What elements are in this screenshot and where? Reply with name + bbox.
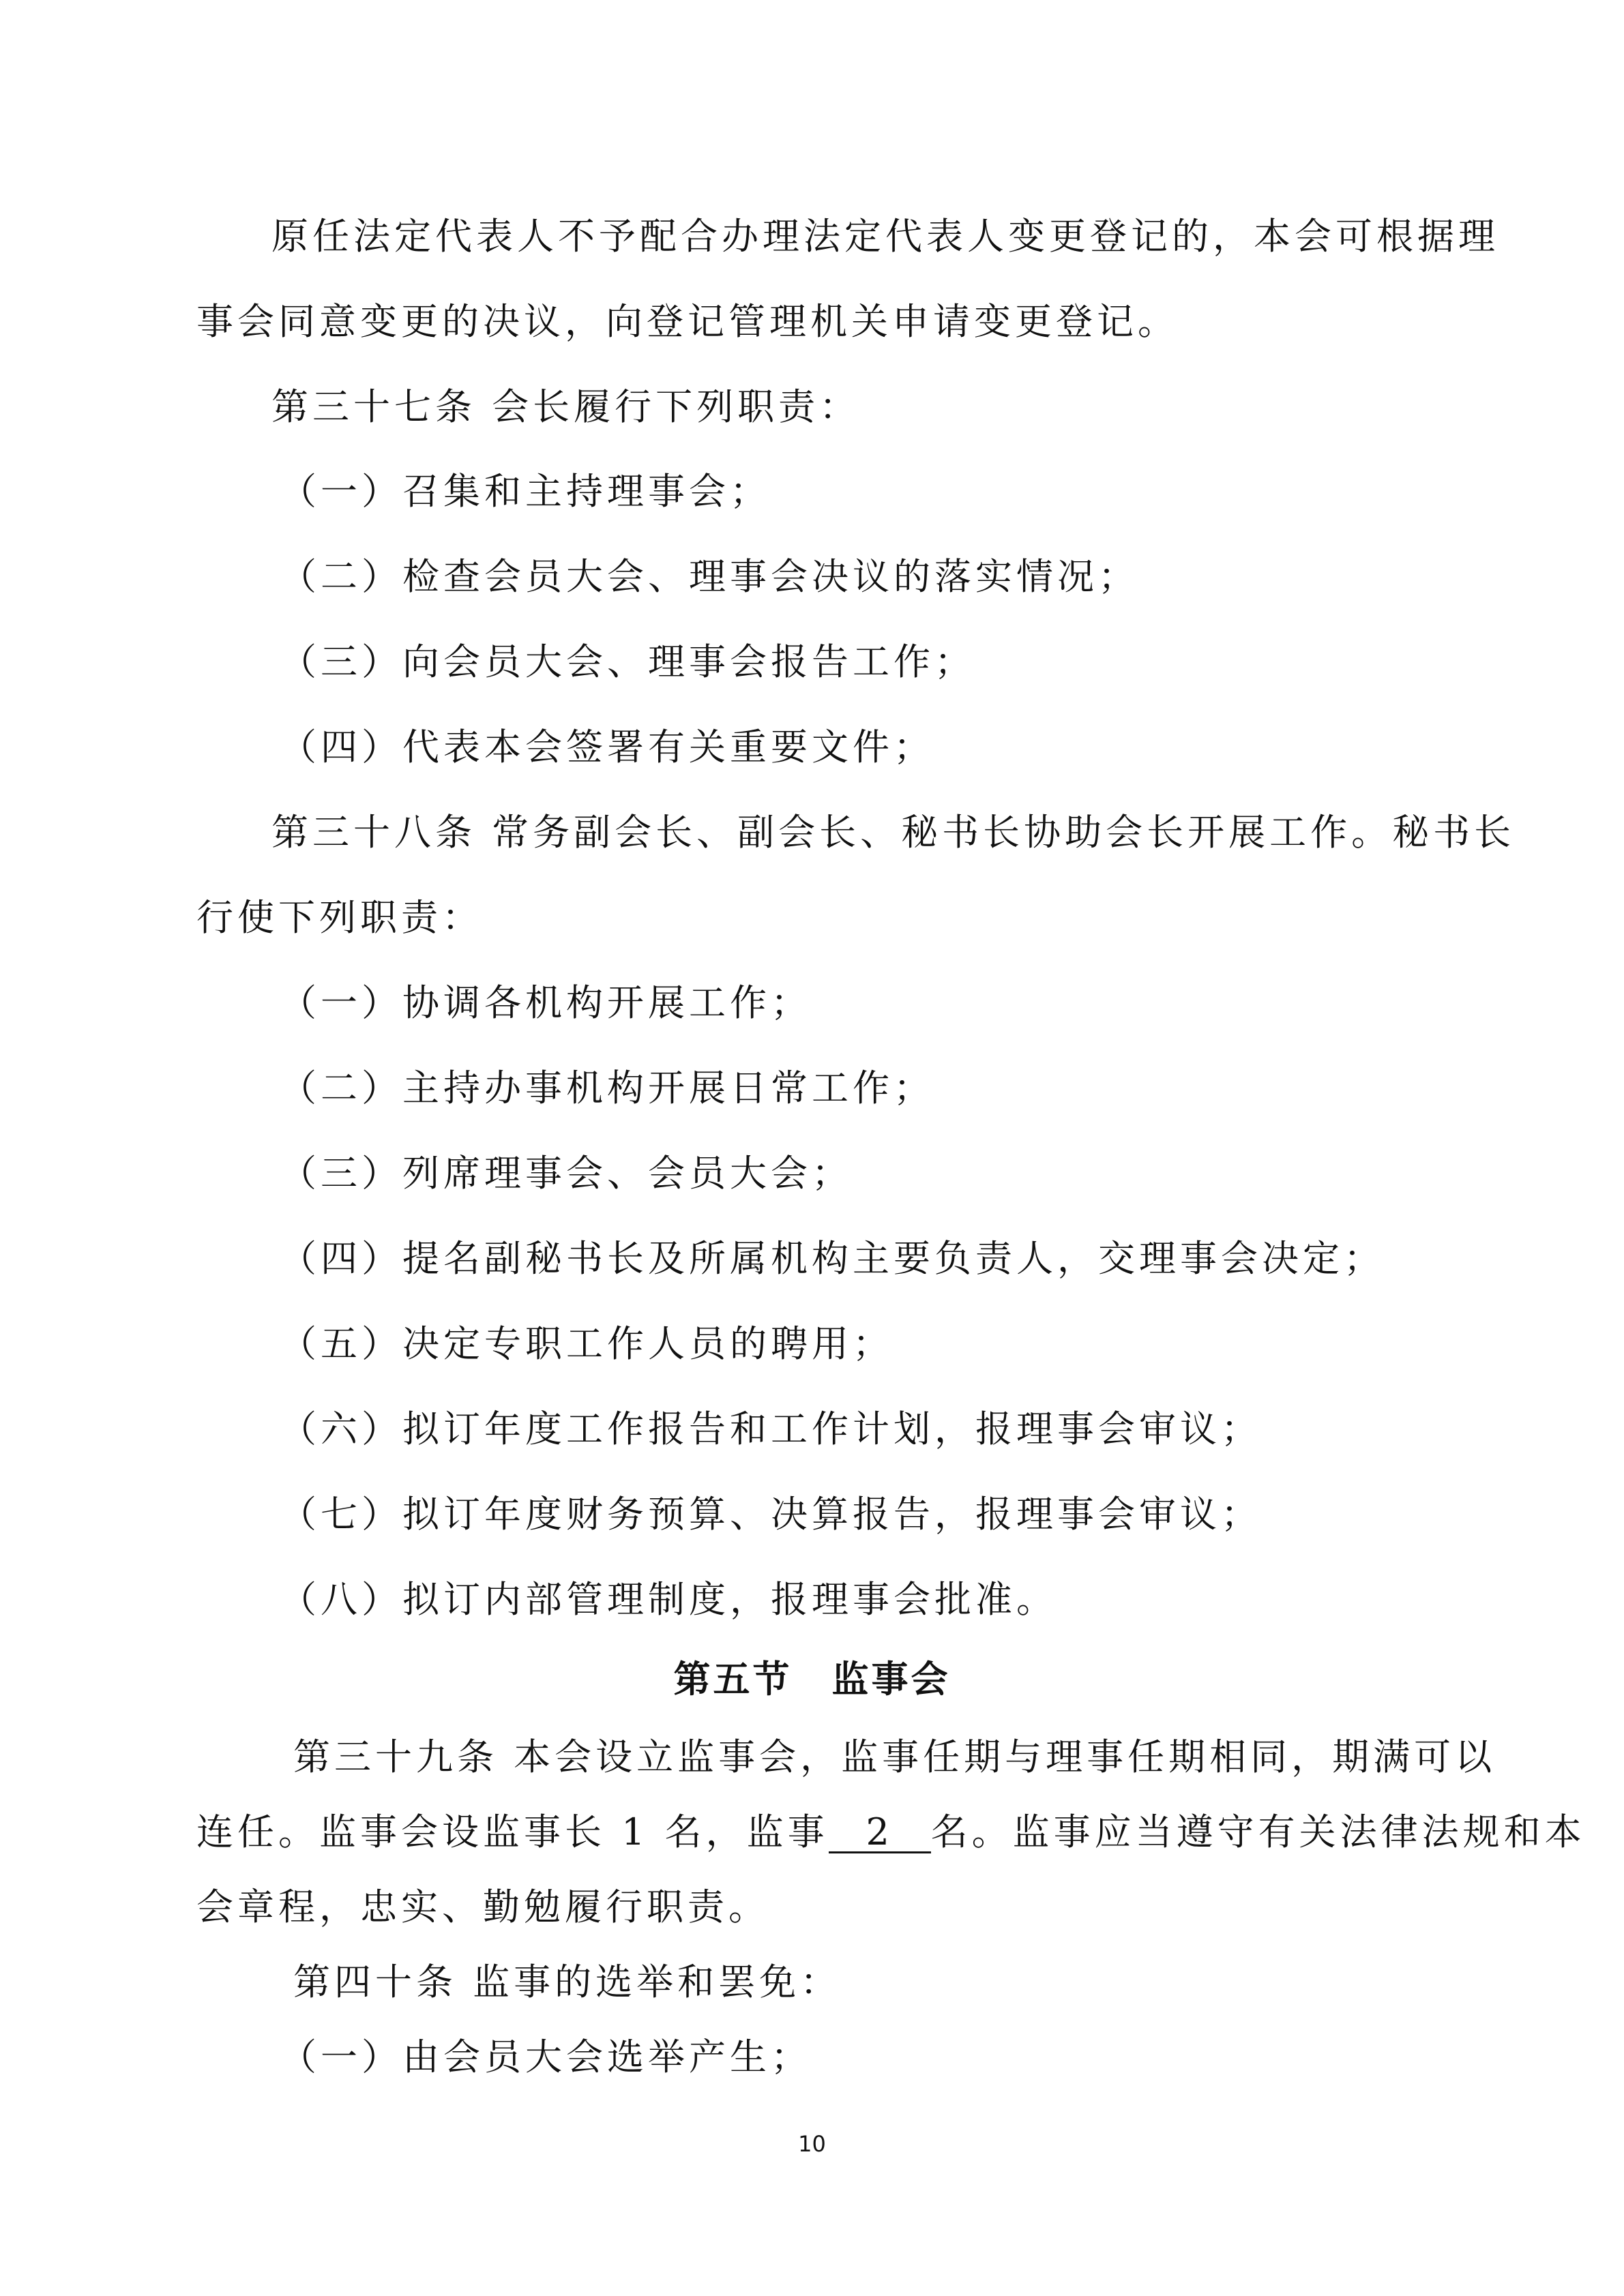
- article-39-text: 连任。监事会设监事长 1 名，监事: [196, 1810, 829, 1853]
- article-39-text: 名。监事应当遵守有关法律法规和本: [930, 1810, 1586, 1853]
- list-item: （六）拟订年度工作报告和工作计划，报理事会审议；: [280, 1407, 1262, 1450]
- paragraph-line: 事会同意变更的决议，向登记管理机关申请变更登记。: [196, 300, 1179, 343]
- paragraph-line: 行使下列职责：: [196, 896, 483, 939]
- list-item: （五）决定专职工作人员的聘用；: [280, 1322, 894, 1365]
- article-39-heading: 第三十九条 本会设立监事会，监事任期与理事任期相同，期满可以: [293, 1735, 1496, 1778]
- list-item: （一）协调各机构开展工作；: [280, 981, 812, 1024]
- list-item: （二）检查会员大会、理事会决议的落实情况；: [280, 555, 1139, 598]
- list-item: （八）拟订内部管理制度，报理事会批准。: [280, 1578, 1057, 1621]
- list-item: （四）代表本会签署有关重要文件；: [280, 726, 934, 769]
- paragraph-line: [196, 1808, 1586, 1856]
- article-37-heading: 第三十七条 会长履行下列职责：: [271, 385, 861, 428]
- list-item: （四）提名副秘书长及所属机构主要负责人，交理事会决定；: [280, 1237, 1385, 1280]
- supervisor-count-value: 2: [829, 1813, 931, 1853]
- paragraph-line: 原任法定代表人不予配合办理法定代表人变更登记的，本会可根据理: [271, 215, 1499, 258]
- article-38-heading: 第三十八条 常务副会长、副会长、秘书长协助会长开展工作。秘书长: [271, 811, 1516, 854]
- list-item: （一）召集和主持理事会；: [280, 470, 771, 513]
- list-item: （三）列席理事会、会员大会；: [280, 1152, 853, 1195]
- list-item: （二）主持办事机构开展日常工作；: [280, 1067, 934, 1109]
- list-item: （七）拟订年度财务预算、决算报告，报理事会审议；: [280, 1493, 1262, 1536]
- list-item: （三）向会员大会、理事会报告工作；: [280, 640, 975, 683]
- section-heading: 第五节 监事会: [673, 1658, 951, 1701]
- paragraph-line: 会章程，忠实、勤勉履行职责。: [196, 1885, 769, 1928]
- page-number: 10: [798, 2131, 826, 2157]
- list-item: （一）由会员大会选举产生；: [280, 2036, 812, 2078]
- article-40-heading: 第四十条 监事的选举和罢免：: [293, 1960, 842, 2003]
